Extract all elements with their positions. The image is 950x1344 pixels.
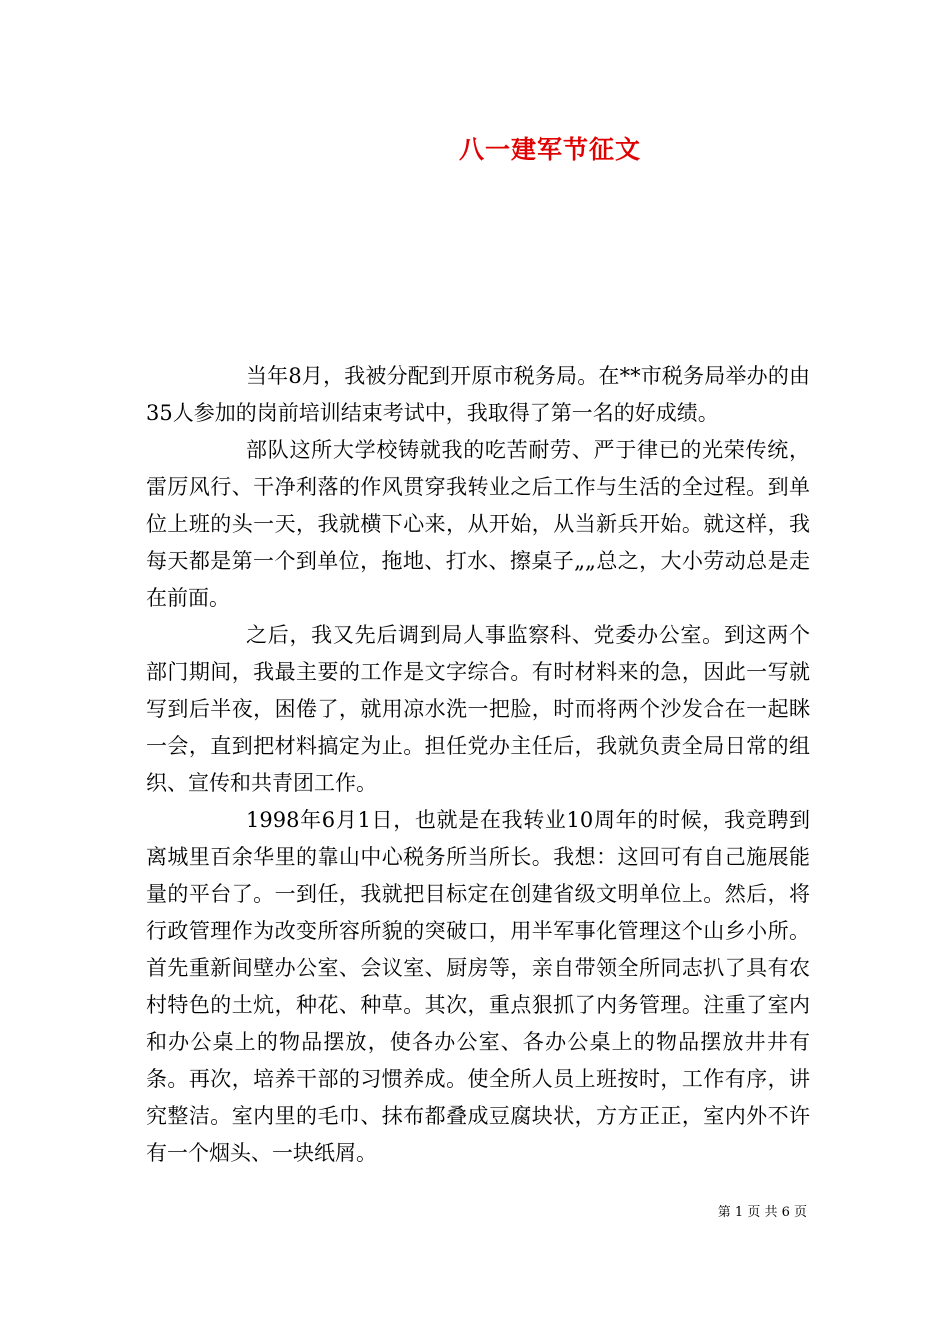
page-footer bbox=[0, 1203, 807, 1223]
paragraph-3: 之后，我又先后调到局人事监察科、党委办公室。到这两个部门期间，我最主要的工作是文字综合。有时材料来的急，因此一写就写到后半夜，困倦了，就用凉水洗一把脸，时而将两个沙发合在一起眯一会，直到把材料搞定为止。担任党办主任后，我就负责全局日常的组织、宣传和共青团工作。 bbox=[146, 623, 810, 795]
paragraph-1: 当年8月，我被分配到开原市税务局。在**市税务局举办的由35人参加的岗前培训结束考试中，我取得了第一名的好成绩。 bbox=[146, 364, 810, 425]
paragraph-4: 1998年6月1日，也就是在我转业10周年的时候，我竞聘到离城里百余华里的靠山中心税务所当所长。我想：这回可有自己施展能量的平台了。一到任，我就把目标定在创建省级文明单位上。然后，将行政管理作为改变所容所貌的突破口，用半军事化管理这个山乡小所。首先重新间壁办公室、会议室、厨房等，亲自带领全所同志扒了具有农村特色的土炕，种花、种草。其次，重点狠抓了内务管理。注重了室内和办公桌上的物品摆放，使各办公室、各办公桌上的物品摆放井井有条。再次，培养干部的习惯养成。使全所人员上班按时，工作有序，讲究整洁。室内里的毛巾、抹布都叠成豆腐块状，方方正正，室内外不许有一个烟头、一块纸屑。 bbox=[146, 808, 810, 1165]
page-number: 第 1 页 共 6 页 bbox=[717, 1205, 807, 1220]
document-body bbox=[146, 358, 810, 1172]
paragraph-2: 部队这所大学校铸就我的吃苦耐劳、严于律已的光荣传统，雷厉风行、干净利落的作风贯穿我转业之后工作与生活的全过程。到单位上班的头一天，我就横下心来，从开始，从当新兵开始。就这样，我每天都是第一个到单位，拖地、打水、擦桌子„„总之，大小劳动总是走在前面。 bbox=[146, 438, 810, 610]
document-title: 八一建军节征文 bbox=[458, 135, 641, 164]
